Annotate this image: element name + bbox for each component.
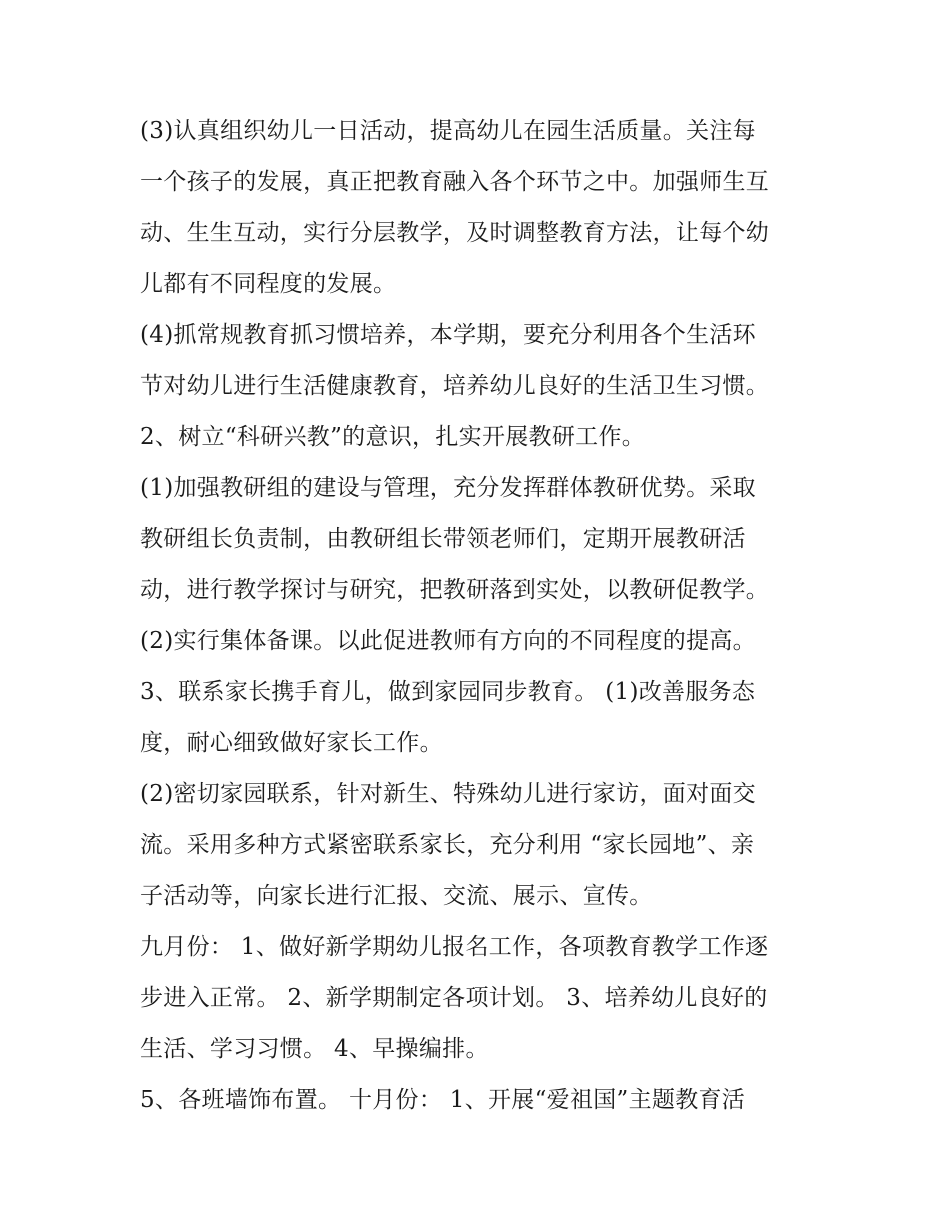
text-line: 流。采用多种方式紧密联系家长，充分利用 “家长园地”、亲 [140, 832, 755, 858]
text-line: 教研组长负责制，由教研组长带领老师们，定期开展教研活 [140, 526, 746, 552]
text-line: (2)实行集体备课。以此促进教师有方向的不同程度的提高。 [140, 628, 756, 654]
text-line: 生活、学习习惯。 4、早操编排。 [140, 1036, 489, 1062]
document-body [140, 106, 820, 1126]
text-line: 动、生生互动，实行分层教学，及时调整教育方法，让每个幼 [140, 220, 770, 246]
text-line: (2)密切家园联系，针对新生、特殊幼儿进行家访，面对面交 [140, 781, 756, 807]
text-line: 子活动等，向家长进行汇报、交流、展示、宣传。 [140, 883, 653, 909]
text-line: 一个孩子的发展，真正把教育融入各个环节之中。加强师生互 [140, 169, 770, 195]
text-line: 度，耐心细致做好家长工作。 [140, 730, 443, 756]
text-line: 3、联系家长携手育儿，做到家园同步教育。 (1)改善服务态 [140, 679, 756, 705]
text-line: 九月份： 1、做好新学期幼儿报名工作，各项教育教学工作逐 [140, 934, 769, 960]
text-line: (3)认真组织幼儿一日活动，提高幼儿在园生活质量。关注每 [140, 118, 756, 144]
text-line: 动，进行教学探讨与研究，把教研落到实处，以教研促教学。 [140, 577, 770, 603]
text-line: 节对幼儿进行生活健康教育，培养幼儿良好的生活卫生习惯。 [140, 373, 770, 399]
text-line: (4)抓常规教育抓习惯培养，本学期，要充分利用各个生活环 [140, 322, 756, 348]
text-line: 步进入正常。 2、新学期制定各项计划。 3、培养幼儿良好的 [140, 985, 768, 1011]
text-line: 2、树立“科研兴教”的意识，扎实开展教研工作。 [140, 424, 646, 450]
text-line: 儿都有不同程度的发展。 [140, 271, 397, 297]
text-line: 5、各班墙饰布置。 十月份： 1、开展“爱祖国”主题教育活 [140, 1087, 746, 1113]
text-line: (1)加强教研组的建设与管理，充分发挥群体教研优势。采取 [140, 475, 756, 501]
